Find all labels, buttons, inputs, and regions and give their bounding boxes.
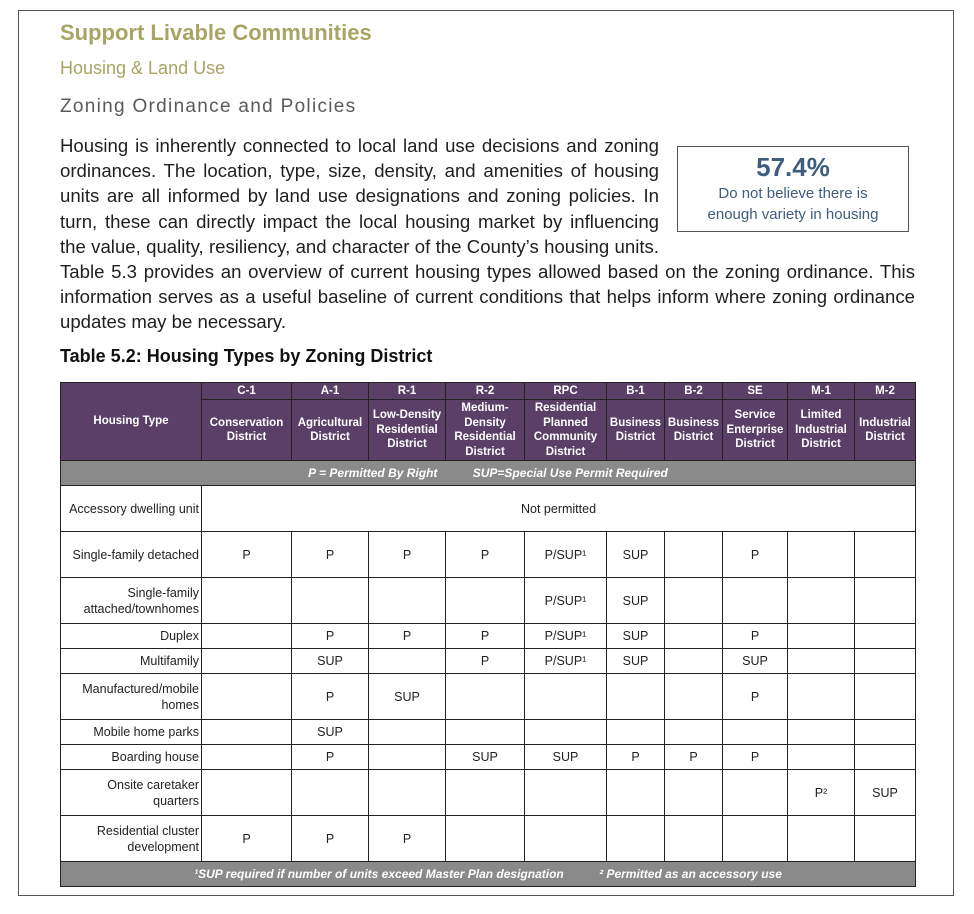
merged-cell: Not permitted — [202, 486, 916, 532]
permit-cell — [292, 770, 369, 816]
footnote-2: ² Permitted as an accessory use — [599, 867, 782, 881]
permit-cell — [369, 770, 446, 816]
permit-cell — [525, 816, 607, 862]
permit-cell — [788, 578, 855, 624]
section-subtitle: Housing & Land Use — [60, 58, 226, 78]
district-name: Agricultural District — [292, 400, 369, 461]
page-title: Support Livable Communities — [60, 20, 372, 45]
permit-cell — [665, 532, 723, 578]
stat-value: 57.4% — [756, 152, 830, 182]
permit-cell — [788, 532, 855, 578]
housing-type-cell: Mobile home parks — [61, 720, 202, 745]
permit-cell — [788, 816, 855, 862]
district-name: Low-Density Residential District — [369, 400, 446, 461]
zoning-table — [60, 382, 916, 887]
permit-cell — [788, 674, 855, 720]
permit-cell — [202, 674, 292, 720]
permit-cell: SUP — [525, 745, 607, 770]
permit-cell: P — [723, 532, 788, 578]
permit-cell — [665, 578, 723, 624]
district-name: Industrial District — [855, 400, 916, 461]
permit-cell — [202, 720, 292, 745]
permit-cell — [788, 720, 855, 745]
housing-type-cell: Duplex — [61, 624, 202, 649]
permit-cell — [665, 816, 723, 862]
housing-type-header: Housing Type — [61, 383, 202, 461]
district-code: A-1 — [292, 383, 369, 400]
table-row — [61, 578, 916, 624]
permit-cell: SUP — [607, 624, 665, 649]
table-row — [61, 770, 916, 816]
permit-cell: P — [723, 674, 788, 720]
district-code: B-2 — [665, 383, 723, 400]
permit-cell: P — [723, 745, 788, 770]
permit-cell: P — [446, 532, 525, 578]
permit-cell: P — [446, 624, 525, 649]
footnote-row — [61, 862, 916, 887]
housing-type-cell: Accessory dwelling unit — [61, 486, 202, 532]
permit-cell — [607, 770, 665, 816]
permit-cell — [855, 745, 916, 770]
permit-cell: SUP — [292, 649, 369, 674]
permit-cell — [723, 816, 788, 862]
permit-cell: P/SUP¹ — [525, 578, 607, 624]
district-code: RPC — [525, 383, 607, 400]
permit-cell — [446, 674, 525, 720]
permit-cell — [665, 770, 723, 816]
stat-label-line1: Do not believe there is — [718, 185, 868, 202]
table-row — [61, 532, 916, 578]
permit-cell: P² — [788, 770, 855, 816]
district-name: Business District — [607, 400, 665, 461]
table-row — [61, 674, 916, 720]
district-code: M-2 — [855, 383, 916, 400]
body-paragraph: Housing is inherently connected to local land use decisions and zoning ordinances. The location, type, size, density, and amenities of housing units are all informed by land use designations and zoning policies. In turn, these can directly impact the local housing market by influencing the value, quality, resiliency, and character of the County’s housing units. Table 5.3 provides an overview of current housing types allowed based on the zoning ordinance. This information serves as a useful baseline of current conditions that helps inform where zoning ordinance updates may be necessary. — [60, 135, 915, 333]
permit-cell — [446, 578, 525, 624]
permit-cell — [369, 745, 446, 770]
district-code-row — [61, 383, 916, 400]
permit-cell — [855, 624, 916, 649]
housing-type-cell: Manufactured/mobile homes — [61, 674, 202, 720]
district-code: C-1 — [202, 383, 292, 400]
permit-cell — [202, 624, 292, 649]
permit-cell — [607, 720, 665, 745]
table-row — [61, 745, 916, 770]
permit-cell: P — [292, 674, 369, 720]
permit-cell — [202, 578, 292, 624]
permit-cell: P — [292, 532, 369, 578]
permit-cell — [665, 649, 723, 674]
district-name: Conservation District — [202, 400, 292, 461]
permit-cell — [446, 770, 525, 816]
table-row — [61, 816, 916, 862]
permit-cell: P/SUP¹ — [525, 624, 607, 649]
permit-cell — [446, 816, 525, 862]
district-name: Residential Planned Community District — [525, 400, 607, 461]
district-name: Service Enterprise District — [723, 400, 788, 461]
table-row — [61, 624, 916, 649]
permit-cell — [723, 770, 788, 816]
footnote-1: ¹SUP required if number of units exceed Master Plan designation — [194, 867, 564, 881]
permit-cell — [369, 720, 446, 745]
district-name: Medium-Density Residential District — [446, 400, 525, 461]
permit-cell: SUP — [855, 770, 916, 816]
permit-cell — [446, 720, 525, 745]
permit-cell: SUP — [446, 745, 525, 770]
permit-cell — [855, 578, 916, 624]
permit-cell: P — [292, 745, 369, 770]
district-name: Limited Industrial District — [788, 400, 855, 461]
permit-cell — [292, 578, 369, 624]
permit-cell — [855, 649, 916, 674]
permit-cell: P — [665, 745, 723, 770]
permit-cell: P — [369, 532, 446, 578]
permit-cell — [369, 649, 446, 674]
permit-cell: SUP — [607, 578, 665, 624]
permit-cell — [525, 770, 607, 816]
permit-cell: SUP — [723, 649, 788, 674]
stat-label-line2: enough variety in housing — [707, 206, 879, 223]
permit-cell — [723, 578, 788, 624]
permit-cell — [788, 649, 855, 674]
permit-cell: P/SUP¹ — [525, 649, 607, 674]
permit-cell — [665, 674, 723, 720]
permit-cell — [202, 745, 292, 770]
permit-cell: P — [292, 816, 369, 862]
permit-cell: P — [202, 532, 292, 578]
district-name: Business District — [665, 400, 723, 461]
housing-type-cell: Single-family attached/townhomes — [61, 578, 202, 624]
permit-cell — [855, 720, 916, 745]
table-row — [61, 720, 916, 745]
permit-cell — [202, 649, 292, 674]
housing-type-cell: Residential cluster development — [61, 816, 202, 862]
permit-cell — [369, 578, 446, 624]
permit-cell — [665, 720, 723, 745]
permit-cell: SUP — [607, 649, 665, 674]
section-heading: Zoning Ordinance and Policies — [60, 96, 357, 117]
table-row — [61, 649, 916, 674]
permit-cell — [607, 816, 665, 862]
permit-cell — [525, 674, 607, 720]
district-code: SE — [723, 383, 788, 400]
permit-cell — [607, 674, 665, 720]
district-code: M-1 — [788, 383, 855, 400]
permit-cell — [788, 745, 855, 770]
housing-type-cell: Multifamily — [61, 649, 202, 674]
permit-cell: P — [202, 816, 292, 862]
housing-type-cell: Boarding house — [61, 745, 202, 770]
housing-type-cell: Onsite caretaker quarters — [61, 770, 202, 816]
permit-cell: P — [292, 624, 369, 649]
district-code: B-1 — [607, 383, 665, 400]
permit-cell — [855, 674, 916, 720]
housing-type-cell: Single-family detached — [61, 532, 202, 578]
stat-callout-box — [677, 146, 909, 232]
permit-cell: P — [723, 624, 788, 649]
district-code: R-1 — [369, 383, 446, 400]
district-code: R-2 — [446, 383, 525, 400]
permit-cell: SUP — [292, 720, 369, 745]
permit-cell: P/SUP¹ — [525, 532, 607, 578]
permit-cell — [202, 770, 292, 816]
legend-permitted: P = Permitted By Right — [308, 466, 438, 480]
permit-cell: P — [607, 745, 665, 770]
permit-cell: P — [369, 624, 446, 649]
permit-cell: SUP — [369, 674, 446, 720]
permit-cell — [855, 532, 916, 578]
permit-cell: P — [446, 649, 525, 674]
permit-cell — [723, 720, 788, 745]
permit-cell — [788, 624, 855, 649]
permit-cell — [855, 816, 916, 862]
permit-cell: SUP — [607, 532, 665, 578]
table-row — [61, 486, 916, 532]
table-caption: Table 5.2: Housing Types by Zoning District — [60, 346, 433, 366]
permit-cell — [665, 624, 723, 649]
permit-cell: P — [369, 816, 446, 862]
legend-sup: SUP=Special Use Permit Required — [472, 466, 668, 480]
legend-row — [61, 461, 916, 486]
permit-cell — [525, 720, 607, 745]
body-text-block — [60, 133, 915, 335]
